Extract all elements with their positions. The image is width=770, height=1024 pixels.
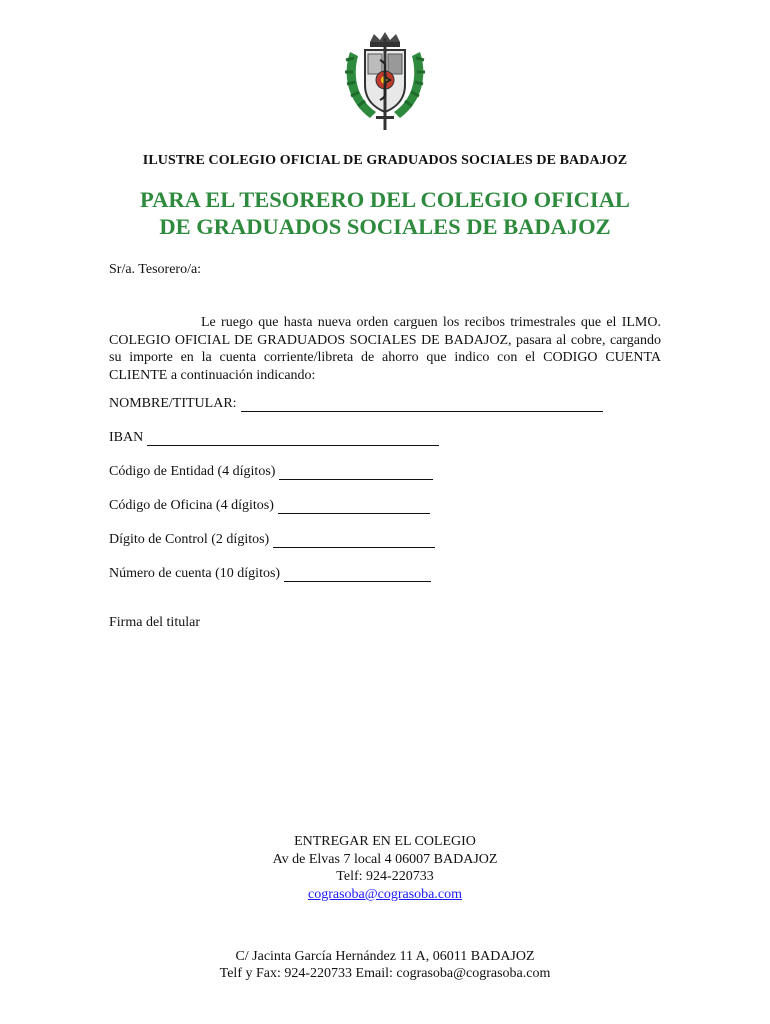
signature-label: Firma del titular: [109, 615, 200, 630]
codigo-oficina-label: Código de Oficina (4 dígitos): [109, 498, 274, 513]
delivery-footer: [0, 833, 770, 903]
codigo-entidad-label: Código de Entidad (4 dígitos): [109, 464, 276, 479]
nombre-titular-label: NOMBRE/TITULAR:: [109, 396, 237, 411]
page-title-line-1: PARA EL TESORERO DEL COLEGIO OFICIAL: [140, 187, 630, 212]
delivery-address: Av de Elvas 7 local 4 06007 BADAJOZ: [272, 851, 498, 867]
nombre-titular-field[interactable]: [109, 396, 603, 412]
iban-line[interactable]: [147, 432, 439, 446]
digito-control-field[interactable]: [109, 532, 435, 548]
address-line-2: Telf y Fax: 924-220733 Email: cograsoba@cograsoba.com: [219, 966, 551, 981]
request-paragraph-text: Le ruego que hasta nueva orden carguen los recibos trimestrales que el ILMO. COLEGIO OFICIAL DE GRADUADOS SOCIALES DE BADAJOZ, pasara al cobre, cargando su importe en la cuenta corriente/libreta de ahorro que indico con el CODIGO CUENTA CLIENTE a continuación indicando:: [109, 315, 661, 383]
address-line-1: C/ Jacinta García Hernández 11 A, 06011 BADAJOZ: [235, 949, 535, 964]
numero-cuenta-label: Número de cuenta (10 dígitos): [109, 566, 281, 581]
delivery-phone: Telf: 924-220733: [336, 869, 434, 884]
codigo-entidad-line[interactable]: [279, 466, 433, 480]
request-paragraph: [109, 314, 661, 384]
numero-cuenta-line[interactable]: [284, 568, 431, 582]
numero-cuenta-field[interactable]: [109, 566, 431, 582]
page-title-line-2: DE GRADUADOS SOCIALES DE BADAJOZ: [159, 214, 611, 239]
iban-label: IBAN: [109, 430, 144, 445]
digito-control-line[interactable]: [273, 534, 435, 548]
email-link[interactable]: cograsoba@cograsoba.com: [308, 886, 462, 902]
iban-field[interactable]: [109, 430, 439, 446]
colegio-crest-logo: [340, 30, 430, 134]
delivery-heading: ENTREGAR EN EL COLEGIO: [294, 834, 476, 849]
digito-control-label: Dígito de Control (2 dígitos): [109, 532, 270, 547]
salutation: Sr/a. Tesorero/a:: [109, 262, 202, 277]
nombre-titular-line[interactable]: [241, 398, 603, 412]
codigo-entidad-field[interactable]: [109, 464, 433, 480]
codigo-oficina-field[interactable]: [109, 498, 430, 514]
page-title: [0, 186, 770, 240]
organization-heading: ILUSTRE COLEGIO OFICIAL DE GRADUADOS SOCIALES DE BADAJOZ: [142, 153, 628, 168]
codigo-oficina-line[interactable]: [278, 500, 430, 514]
letterhead-address: [0, 948, 770, 982]
